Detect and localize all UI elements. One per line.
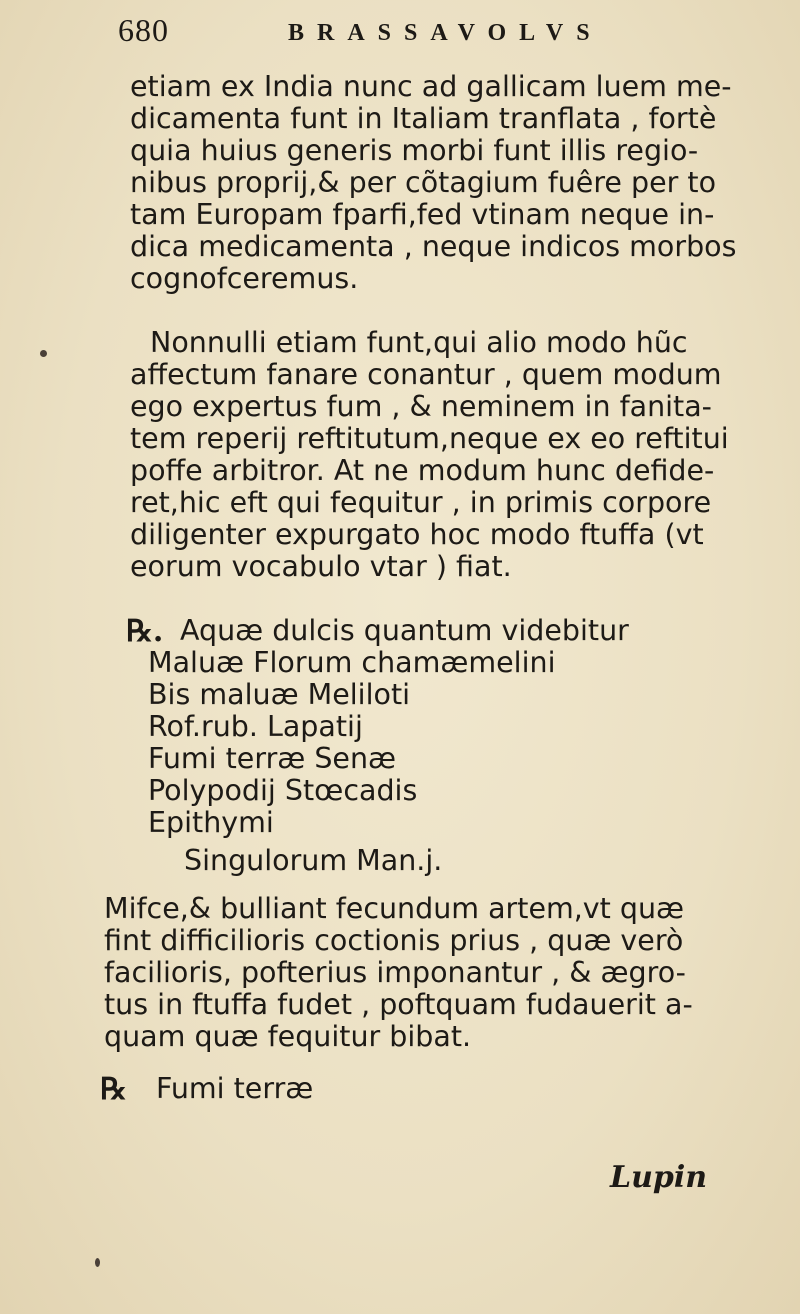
- text-line: nibus proprij,& per cõtagium fuêre per to: [130, 166, 717, 199]
- dose-line: Singulorum Man.j.: [184, 844, 443, 877]
- text-line: cognofceremus.: [130, 262, 359, 295]
- text-line: tus in ftuffa fudet , poftquam fudauerit a-: [104, 988, 693, 1021]
- text-line: fint difficilioris coctionis prius , quæ verò: [104, 924, 684, 957]
- running-head: BRASSAVOLVS: [288, 20, 603, 46]
- recipe-line: Fumi terræ: [156, 1072, 314, 1105]
- ingredient-line: Bis maluæ Meliloti: [148, 678, 411, 711]
- catchword: Lupin: [610, 1160, 708, 1195]
- text-line: tem reperij reftitutum,neque ex eo reftitui: [130, 422, 729, 455]
- text-line: poffe arbitror. At ne modum hunc defide-: [130, 454, 715, 487]
- text-line: ego expertus fum , & neminem in fanita-: [130, 390, 712, 423]
- text-line: Mifce,& bulliant fecundum artem,vt quæ: [104, 892, 685, 925]
- paper-speck: [40, 350, 47, 357]
- text-line: dica medicamenta , neque indicos morbos: [130, 230, 737, 263]
- text-line: quia huius generis morbi funt illis regio-: [130, 134, 699, 167]
- text-line: facilioris, pofterius imponantur , & ægro-: [104, 956, 686, 989]
- text-line: quam quæ fequitur bibat.: [104, 1020, 472, 1053]
- text-line: Nonnulli etiam funt,qui alio modo hũc: [150, 326, 688, 359]
- ingredient-line: Epithymi: [148, 806, 274, 839]
- ingredient-line: Rof.rub. Lapatij: [148, 710, 363, 743]
- text-line: affectum fanare conantur , quem modum: [130, 358, 722, 391]
- recipe-symbol: ℞: [100, 1072, 127, 1107]
- recipe-symbol: ℞.: [126, 614, 164, 649]
- page-header: [0, 8, 800, 56]
- ingredient-line: Maluæ Florum chamæmelini: [148, 646, 556, 679]
- recipe-line: Aquæ dulcis quantum videbitur: [180, 614, 629, 647]
- paper-speck: [95, 1258, 100, 1267]
- text-line: eorum vocabulo vtar ) fiat.: [130, 550, 512, 583]
- text-line: diligenter expurgato hoc modo ftuffa (vt: [130, 518, 704, 551]
- text-line: ret,hic eft qui fequitur , in primis corpore: [130, 486, 712, 519]
- ingredient-line: Polypodij Stœcadis: [148, 774, 418, 807]
- text-line: dicamenta funt in Italiam tranflata , fortè: [130, 102, 717, 135]
- text-line: tam Europam fparfi,fed vtinam neque in-: [130, 198, 715, 231]
- text-line: etiam ex India nunc ad gallicam luem me-: [130, 70, 732, 103]
- ingredient-line: Fumi terræ Senæ: [148, 742, 396, 775]
- page-number: 680: [118, 12, 169, 48]
